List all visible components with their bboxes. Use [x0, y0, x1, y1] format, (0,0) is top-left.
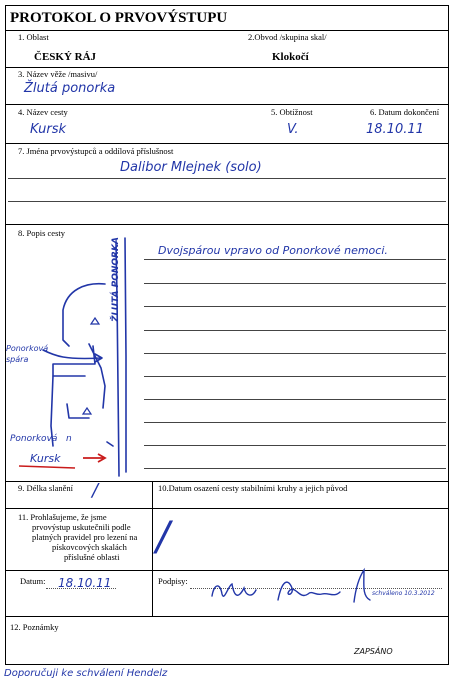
writing-line — [8, 201, 446, 202]
divider — [5, 30, 449, 31]
sketch-tower-name: ŽLUTÁ PONORKA — [111, 237, 121, 322]
writing-line — [144, 422, 446, 423]
field-value-datum-osazeni: / — [156, 514, 170, 560]
field-label-datum-osazeni: 10.Datum osazení cesty stabilními kruhy a jejich původ — [158, 483, 348, 493]
approval-note: schváleno 10.3.2012 — [372, 590, 435, 597]
route-crack — [89, 344, 105, 408]
writing-line — [144, 399, 446, 400]
divider — [5, 143, 449, 144]
writing-line — [8, 178, 446, 179]
tower-top-outline — [63, 284, 105, 346]
field-value-delka-slaneni: / — [92, 480, 99, 501]
writing-line — [144, 330, 446, 331]
divider — [5, 104, 449, 105]
signature-3 — [354, 570, 370, 602]
rock-right-edge-outer — [125, 238, 126, 472]
field-value-datum-dokonceni: 18.10.11 — [366, 122, 424, 137]
divider — [5, 508, 449, 509]
tick — [107, 442, 113, 446]
declaration-text: 11. Prohlašujeme, že jsme prvovýstup uskutečnili podle platných pravidel pro lezení na pískovcových skalách příslušné oblasti — [18, 512, 138, 562]
bottom-note: Doporučuji ke schválení Hendelz — [4, 668, 168, 679]
divider — [5, 616, 449, 617]
stamp-zapsano: ZAPSÁNO — [354, 647, 393, 656]
sign-label: Podpisy: — [158, 576, 188, 586]
tower-ledge — [53, 346, 95, 376]
field-label-cesta: 4. Název cesty — [18, 107, 68, 117]
field-label-popis: 8. Popis cesty — [18, 228, 65, 238]
signature-1 — [212, 584, 256, 596]
divider — [5, 224, 449, 225]
field-label-obvod: 2.Obvod /skupina skal/ — [248, 32, 327, 42]
form-title: PROTOKOL O PRVOVÝSTUPU — [10, 10, 228, 26]
date-label: Datum: — [20, 576, 46, 586]
summit-mark — [91, 318, 99, 324]
writing-line — [144, 445, 446, 446]
field-label-vez: 3. Název věže /masivu/ — [18, 69, 98, 79]
field-value-obtiznost: V. — [287, 122, 299, 137]
field-value-prvovystupci: Dalibor Mlejnek (solo) — [120, 160, 262, 175]
field-value-cesta: Kursk — [30, 122, 67, 137]
signatures — [204, 566, 380, 610]
field-label-obtiznost: 5. Obtížnost — [271, 107, 313, 117]
writing-line — [144, 306, 446, 307]
field-label-prvovystupci: 7. Jména prvovýstupců a oddílová příslušnost — [18, 146, 174, 156]
route-underline — [19, 466, 75, 468]
writing-line — [144, 353, 446, 354]
sketch-label-crack: Ponorková spára — [6, 344, 49, 364]
divider — [152, 481, 153, 570]
sketch-label-route: Kursk — [30, 452, 61, 465]
sketch-mark: n — [66, 434, 72, 444]
field-value-vez: Žlutá ponorka — [24, 81, 116, 96]
date-value: 18.10.11 — [58, 576, 112, 590]
writing-line — [144, 283, 446, 284]
writing-line — [144, 259, 446, 260]
divider — [5, 67, 449, 68]
signature-2 — [278, 582, 340, 600]
field-label-delka-slaneni: 9. Délka slanění — [18, 483, 73, 493]
field-label-poznamky: 12. Poznámky — [10, 622, 59, 632]
divider — [5, 481, 449, 482]
field-value-obvod: Klokočí — [272, 51, 309, 63]
writing-line — [144, 376, 446, 377]
writing-line — [144, 468, 446, 469]
divider — [152, 570, 153, 616]
sketch-label-crack2: Ponorková — [10, 434, 58, 444]
field-label-oblast: 1. Oblast — [18, 32, 49, 42]
field-value-popis: Dvojspárou vpravo od Ponorkové nemoci. — [158, 244, 388, 257]
summit-mark-lower — [83, 408, 91, 414]
field-label-datum-dokonceni: 6. Datum dokončení — [370, 107, 440, 117]
field-value-oblast: ČESKÝ RÁJ — [34, 51, 97, 63]
